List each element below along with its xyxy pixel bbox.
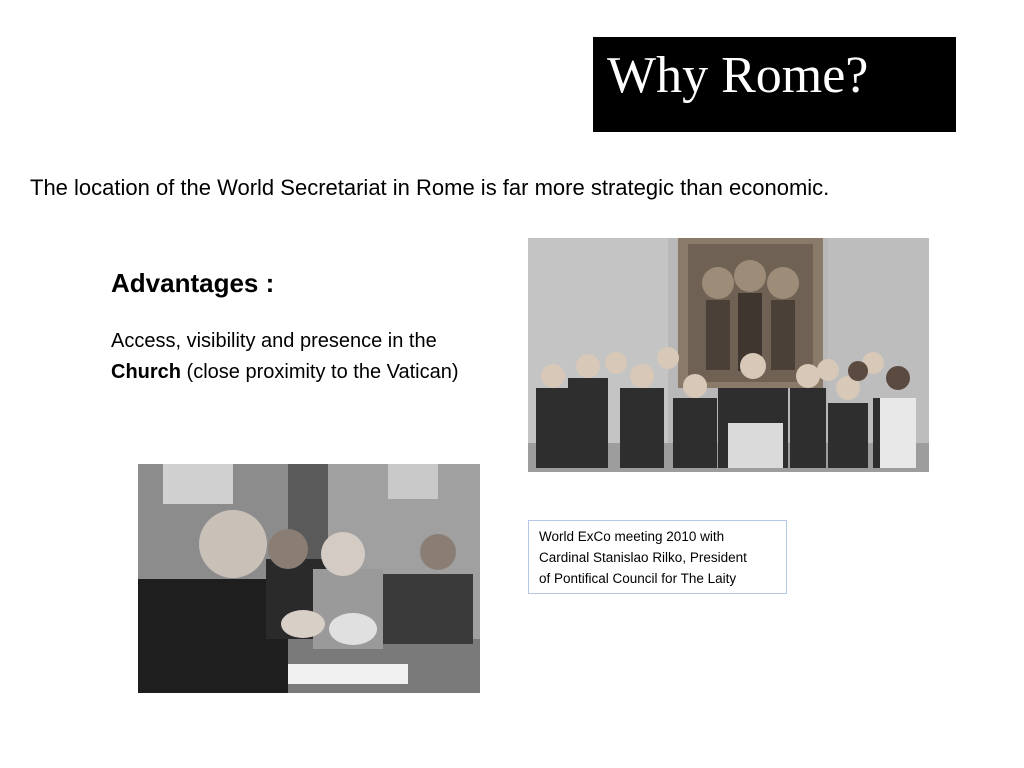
caption-line-2: Cardinal Stanislao Rilko, President [539, 549, 747, 565]
advantages-line-2 [111, 357, 521, 388]
group-photo-image [528, 238, 929, 472]
church-bold: Church [111, 361, 181, 383]
slide-title: Why Rome? [607, 47, 869, 104]
photo-caption [528, 520, 787, 594]
slide-subtitle: The location of the World Secretariat in Rome is far more strategic than economic. [30, 175, 830, 200]
meeting-photo-image [138, 464, 480, 693]
meeting-photo [138, 464, 480, 693]
advantages-line-1: Access, visibility and presence in the [111, 330, 437, 352]
advantages-line-2-rest: (close proximity to the Vatican) [181, 361, 459, 383]
group-photo [528, 238, 929, 472]
caption-line-1: World ExCo meeting 2010 with [539, 529, 725, 544]
advantages-text [111, 326, 521, 388]
caption-line-3: of Pontifical Council for The Laity [539, 570, 737, 586]
title-box [593, 37, 956, 132]
advantages-heading: Advantages : [111, 268, 275, 298]
